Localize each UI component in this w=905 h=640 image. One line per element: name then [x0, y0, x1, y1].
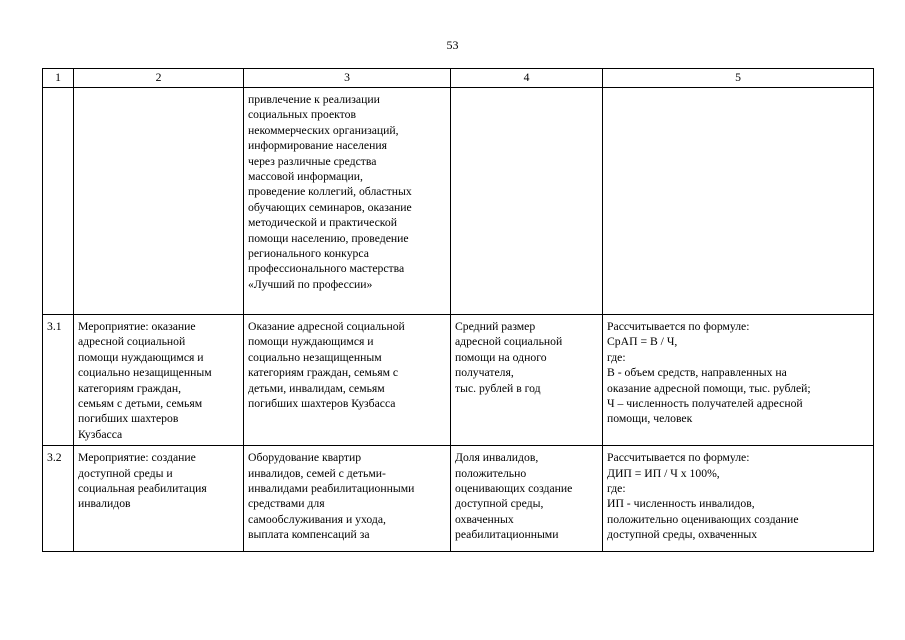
indicator-method-cell: Рассчитывается по формуле: СрАП = В / Ч, где: В - объем средств, направленных на оказание адресной помощи, тыс. рублей; Ч – численность получателей адресной помощи, человек: [603, 315, 874, 446]
page-number: 53: [446, 38, 459, 52]
measure-content-cell: привлечение к реализации социальных проектов некоммерческих организаций, информирование населения через различные средства массовой информации, проведение коллегий, областных обучающих семинаров, оказание методической и практической помощи населению, проведение регионального конкурса профессионального мастерства «Лучший по профессии»: [244, 88, 451, 315]
measure-content-cell: Оказание адресной социальной помощи нуждающимся и социально незащищенным категориям граждан, семьям с детьми, инвалидам, семьям погибших шахтеров Кузбасса: [244, 315, 451, 446]
indicator-method-cell: Рассчитывается по формуле: ДИП = ИП / Ч х 100%, где: ИП - численность инвалидов, положительно оценивающих создание доступной среды, охваченных: [603, 446, 874, 552]
table-row-3-2: [43, 446, 874, 552]
column-header-5: 5: [603, 69, 874, 88]
column-header-2: 2: [74, 69, 244, 88]
indicator-name-cell: Доля инвалидов, положительно оценивающих создание доступной среды, охваченных реабилитационными: [451, 446, 603, 552]
table-row-continuation: [43, 88, 874, 315]
column-header-3: 3: [244, 69, 451, 88]
table-header-row: [43, 69, 874, 88]
column-header-1: 1: [43, 69, 74, 88]
row-number-cell: 3.1: [43, 315, 74, 446]
row-number-cell: 3.2: [43, 446, 74, 552]
indicator-name-cell: [451, 88, 603, 315]
column-header-4: 4: [451, 69, 603, 88]
indicators-table: [42, 68, 874, 552]
measure-name-cell: Мероприятие: создание доступной среды и социальная реабилитация инвалидов: [74, 446, 244, 552]
indicator-method-cell: [603, 88, 874, 315]
indicator-name-cell: Средний размер адресной социальной помощи на одного получателя, тыс. рублей в год: [451, 315, 603, 446]
measure-name-cell: Мероприятие: оказание адресной социальной помощи нуждающимся и социально незащищенным категориям граждан, семьям с детьми, семьям погибших шахтеров Кузбасса: [74, 315, 244, 446]
table-row-3-1: [43, 315, 874, 446]
row-number-cell: [43, 88, 74, 315]
measure-content-cell: Оборудование квартир инвалидов, семей с детьми- инвалидами реабилитационными средствами для самообслуживания и ухода, выплата компенсаций за: [244, 446, 451, 552]
measure-name-cell: [74, 88, 244, 315]
